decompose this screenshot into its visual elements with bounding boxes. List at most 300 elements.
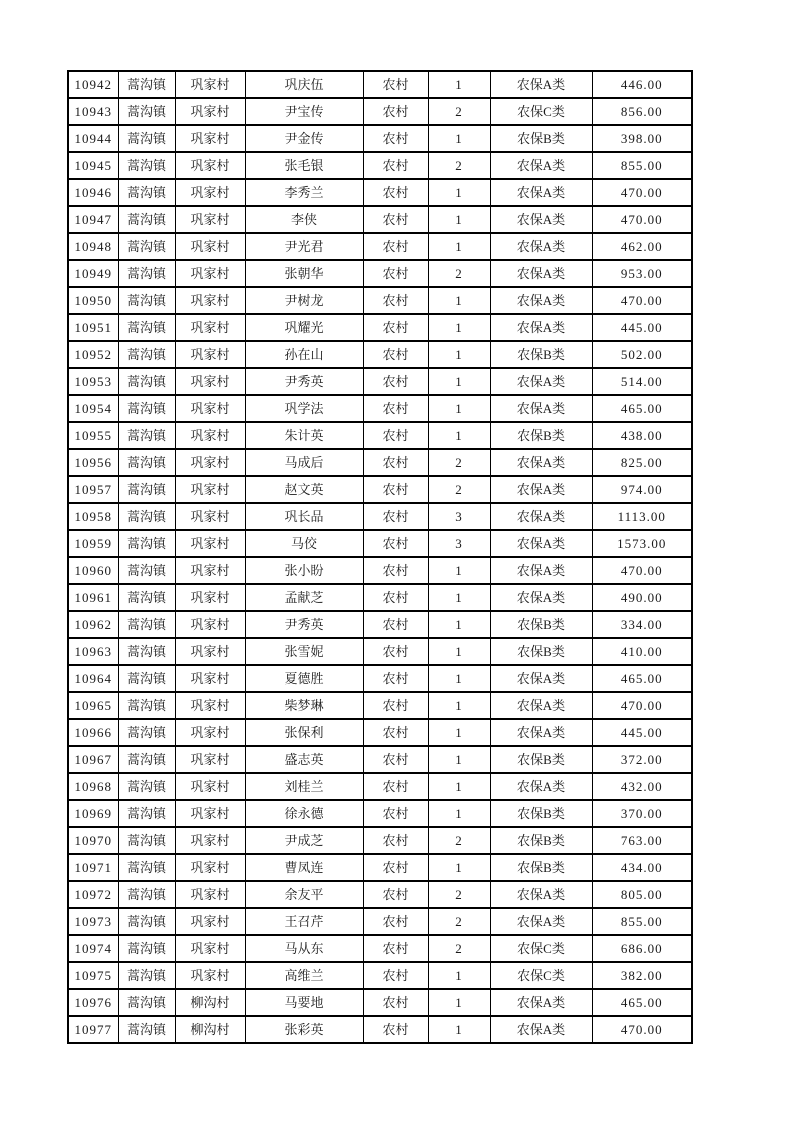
table-row bbox=[68, 908, 692, 935]
town-cell: 蒿沟镇 bbox=[118, 935, 175, 962]
person-name-cell: 尹秀英 bbox=[245, 368, 363, 395]
table-row bbox=[68, 314, 692, 341]
town-cell: 蒿沟镇 bbox=[118, 125, 175, 152]
insurance-category-cell: 农保A类 bbox=[490, 449, 592, 476]
insurance-category-cell: 农保B类 bbox=[490, 854, 592, 881]
town-cell: 蒿沟镇 bbox=[118, 530, 175, 557]
town-cell: 蒿沟镇 bbox=[118, 287, 175, 314]
amount-cell: 974.00 bbox=[592, 476, 692, 503]
amount-cell: 334.00 bbox=[592, 611, 692, 638]
town-cell: 蒿沟镇 bbox=[118, 719, 175, 746]
residence-type-cell: 农村 bbox=[363, 395, 428, 422]
row-id-cell: 10968 bbox=[68, 773, 118, 800]
amount-cell: 855.00 bbox=[592, 152, 692, 179]
amount-cell: 432.00 bbox=[592, 773, 692, 800]
person-name-cell: 高维兰 bbox=[245, 962, 363, 989]
person-name-cell: 尹树龙 bbox=[245, 287, 363, 314]
village-cell: 巩家村 bbox=[175, 206, 245, 233]
village-cell: 巩家村 bbox=[175, 773, 245, 800]
row-id-cell: 10963 bbox=[68, 638, 118, 665]
residence-type-cell: 农村 bbox=[363, 557, 428, 584]
person-count-cell: 1 bbox=[428, 125, 490, 152]
amount-cell: 470.00 bbox=[592, 692, 692, 719]
village-cell: 巩家村 bbox=[175, 665, 245, 692]
town-cell: 蒿沟镇 bbox=[118, 665, 175, 692]
insurance-category-cell: 农保A类 bbox=[490, 179, 592, 206]
person-count-cell: 1 bbox=[428, 368, 490, 395]
row-id-cell: 10976 bbox=[68, 989, 118, 1016]
village-cell: 巩家村 bbox=[175, 152, 245, 179]
amount-cell: 763.00 bbox=[592, 827, 692, 854]
residence-type-cell: 农村 bbox=[363, 503, 428, 530]
person-count-cell: 1 bbox=[428, 557, 490, 584]
insurance-category-cell: 农保A类 bbox=[490, 584, 592, 611]
town-cell: 蒿沟镇 bbox=[118, 179, 175, 206]
table-row bbox=[68, 989, 692, 1016]
row-id-cell: 10950 bbox=[68, 287, 118, 314]
amount-cell: 445.00 bbox=[592, 314, 692, 341]
table-body bbox=[68, 71, 692, 1043]
town-cell: 蒿沟镇 bbox=[118, 449, 175, 476]
residence-type-cell: 农村 bbox=[363, 638, 428, 665]
village-cell: 巩家村 bbox=[175, 827, 245, 854]
table-row bbox=[68, 854, 692, 881]
amount-cell: 445.00 bbox=[592, 719, 692, 746]
insurance-category-cell: 农保A类 bbox=[490, 908, 592, 935]
village-cell: 巩家村 bbox=[175, 287, 245, 314]
insurance-category-cell: 农保B类 bbox=[490, 341, 592, 368]
town-cell: 蒿沟镇 bbox=[118, 557, 175, 584]
person-name-cell: 尹光君 bbox=[245, 233, 363, 260]
insurance-records-table bbox=[67, 70, 693, 1044]
person-count-cell: 1 bbox=[428, 422, 490, 449]
insurance-category-cell: 农保A类 bbox=[490, 719, 592, 746]
row-id-cell: 10960 bbox=[68, 557, 118, 584]
residence-type-cell: 农村 bbox=[363, 368, 428, 395]
insurance-category-cell: 农保A类 bbox=[490, 530, 592, 557]
person-name-cell: 马佼 bbox=[245, 530, 363, 557]
residence-type-cell: 农村 bbox=[363, 854, 428, 881]
person-count-cell: 1 bbox=[428, 746, 490, 773]
town-cell: 蒿沟镇 bbox=[118, 611, 175, 638]
person-count-cell: 1 bbox=[428, 1016, 490, 1043]
row-id-cell: 10956 bbox=[68, 449, 118, 476]
row-id-cell: 10970 bbox=[68, 827, 118, 854]
person-count-cell: 1 bbox=[428, 962, 490, 989]
person-name-cell: 张朝华 bbox=[245, 260, 363, 287]
person-name-cell: 刘桂兰 bbox=[245, 773, 363, 800]
town-cell: 蒿沟镇 bbox=[118, 854, 175, 881]
insurance-category-cell: 农保A类 bbox=[490, 71, 592, 98]
village-cell: 巩家村 bbox=[175, 368, 245, 395]
village-cell: 柳沟村 bbox=[175, 989, 245, 1016]
person-count-cell: 2 bbox=[428, 449, 490, 476]
row-id-cell: 10969 bbox=[68, 800, 118, 827]
person-count-cell: 2 bbox=[428, 908, 490, 935]
row-id-cell: 10971 bbox=[68, 854, 118, 881]
person-count-cell: 1 bbox=[428, 314, 490, 341]
row-id-cell: 10967 bbox=[68, 746, 118, 773]
residence-type-cell: 农村 bbox=[363, 206, 428, 233]
person-count-cell: 3 bbox=[428, 503, 490, 530]
village-cell: 巩家村 bbox=[175, 962, 245, 989]
insurance-category-cell: 农保B类 bbox=[490, 827, 592, 854]
table-row bbox=[68, 449, 692, 476]
village-cell: 巩家村 bbox=[175, 314, 245, 341]
table-row bbox=[68, 503, 692, 530]
insurance-category-cell: 农保A类 bbox=[490, 665, 592, 692]
residence-type-cell: 农村 bbox=[363, 287, 428, 314]
amount-cell: 502.00 bbox=[592, 341, 692, 368]
person-count-cell: 2 bbox=[428, 935, 490, 962]
town-cell: 蒿沟镇 bbox=[118, 476, 175, 503]
person-name-cell: 马成后 bbox=[245, 449, 363, 476]
amount-cell: 465.00 bbox=[592, 395, 692, 422]
row-id-cell: 10952 bbox=[68, 341, 118, 368]
person-name-cell: 马要地 bbox=[245, 989, 363, 1016]
person-name-cell: 曹凤连 bbox=[245, 854, 363, 881]
table-row bbox=[68, 476, 692, 503]
amount-cell: 470.00 bbox=[592, 1016, 692, 1043]
table-row bbox=[68, 935, 692, 962]
town-cell: 蒿沟镇 bbox=[118, 962, 175, 989]
person-count-cell: 2 bbox=[428, 98, 490, 125]
town-cell: 蒿沟镇 bbox=[118, 746, 175, 773]
residence-type-cell: 农村 bbox=[363, 773, 428, 800]
insurance-category-cell: 农保B类 bbox=[490, 746, 592, 773]
insurance-category-cell: 农保A类 bbox=[490, 395, 592, 422]
row-id-cell: 10951 bbox=[68, 314, 118, 341]
village-cell: 巩家村 bbox=[175, 449, 245, 476]
person-name-cell: 张雪妮 bbox=[245, 638, 363, 665]
village-cell: 巩家村 bbox=[175, 395, 245, 422]
table-row bbox=[68, 584, 692, 611]
person-count-cell: 1 bbox=[428, 692, 490, 719]
person-name-cell: 尹金传 bbox=[245, 125, 363, 152]
amount-cell: 805.00 bbox=[592, 881, 692, 908]
village-cell: 巩家村 bbox=[175, 179, 245, 206]
table-row bbox=[68, 71, 692, 98]
person-count-cell: 1 bbox=[428, 341, 490, 368]
amount-cell: 410.00 bbox=[592, 638, 692, 665]
town-cell: 蒿沟镇 bbox=[118, 1016, 175, 1043]
residence-type-cell: 农村 bbox=[363, 71, 428, 98]
town-cell: 蒿沟镇 bbox=[118, 341, 175, 368]
person-count-cell: 1 bbox=[428, 287, 490, 314]
amount-cell: 434.00 bbox=[592, 854, 692, 881]
table-row bbox=[68, 557, 692, 584]
insurance-category-cell: 农保A类 bbox=[490, 1016, 592, 1043]
table-row bbox=[68, 773, 692, 800]
village-cell: 巩家村 bbox=[175, 125, 245, 152]
residence-type-cell: 农村 bbox=[363, 746, 428, 773]
town-cell: 蒿沟镇 bbox=[118, 503, 175, 530]
town-cell: 蒿沟镇 bbox=[118, 989, 175, 1016]
insurance-category-cell: 农保A类 bbox=[490, 692, 592, 719]
residence-type-cell: 农村 bbox=[363, 692, 428, 719]
person-count-cell: 1 bbox=[428, 638, 490, 665]
village-cell: 巩家村 bbox=[175, 692, 245, 719]
town-cell: 蒿沟镇 bbox=[118, 773, 175, 800]
village-cell: 巩家村 bbox=[175, 719, 245, 746]
village-cell: 巩家村 bbox=[175, 341, 245, 368]
town-cell: 蒿沟镇 bbox=[118, 908, 175, 935]
residence-type-cell: 农村 bbox=[363, 341, 428, 368]
amount-cell: 465.00 bbox=[592, 989, 692, 1016]
village-cell: 柳沟村 bbox=[175, 1016, 245, 1043]
residence-type-cell: 农村 bbox=[363, 908, 428, 935]
person-name-cell: 余友平 bbox=[245, 881, 363, 908]
person-count-cell: 1 bbox=[428, 719, 490, 746]
amount-cell: 462.00 bbox=[592, 233, 692, 260]
row-id-cell: 10964 bbox=[68, 665, 118, 692]
insurance-category-cell: 农保C类 bbox=[490, 962, 592, 989]
village-cell: 巩家村 bbox=[175, 557, 245, 584]
row-id-cell: 10947 bbox=[68, 206, 118, 233]
insurance-category-cell: 农保B类 bbox=[490, 611, 592, 638]
town-cell: 蒿沟镇 bbox=[118, 692, 175, 719]
residence-type-cell: 农村 bbox=[363, 881, 428, 908]
village-cell: 巩家村 bbox=[175, 503, 245, 530]
insurance-category-cell: 农保B类 bbox=[490, 638, 592, 665]
person-count-cell: 1 bbox=[428, 206, 490, 233]
amount-cell: 372.00 bbox=[592, 746, 692, 773]
person-count-cell: 1 bbox=[428, 800, 490, 827]
village-cell: 巩家村 bbox=[175, 260, 245, 287]
person-name-cell: 张小盼 bbox=[245, 557, 363, 584]
town-cell: 蒿沟镇 bbox=[118, 584, 175, 611]
person-count-cell: 1 bbox=[428, 989, 490, 1016]
amount-cell: 825.00 bbox=[592, 449, 692, 476]
residence-type-cell: 农村 bbox=[363, 449, 428, 476]
village-cell: 巩家村 bbox=[175, 422, 245, 449]
amount-cell: 446.00 bbox=[592, 71, 692, 98]
row-id-cell: 10959 bbox=[68, 530, 118, 557]
table-row bbox=[68, 152, 692, 179]
row-id-cell: 10955 bbox=[68, 422, 118, 449]
town-cell: 蒿沟镇 bbox=[118, 638, 175, 665]
insurance-category-cell: 农保C类 bbox=[490, 98, 592, 125]
town-cell: 蒿沟镇 bbox=[118, 206, 175, 233]
row-id-cell: 10954 bbox=[68, 395, 118, 422]
person-name-cell: 巩耀光 bbox=[245, 314, 363, 341]
insurance-category-cell: 农保A类 bbox=[490, 557, 592, 584]
table-row bbox=[68, 530, 692, 557]
residence-type-cell: 农村 bbox=[363, 179, 428, 206]
row-id-cell: 10944 bbox=[68, 125, 118, 152]
table-row bbox=[68, 125, 692, 152]
residence-type-cell: 农村 bbox=[363, 422, 428, 449]
amount-cell: 856.00 bbox=[592, 98, 692, 125]
table-row bbox=[68, 719, 692, 746]
table-row bbox=[68, 233, 692, 260]
table-row bbox=[68, 692, 692, 719]
insurance-category-cell: 农保A类 bbox=[490, 314, 592, 341]
insurance-category-cell: 农保B类 bbox=[490, 800, 592, 827]
person-count-cell: 1 bbox=[428, 611, 490, 638]
residence-type-cell: 农村 bbox=[363, 476, 428, 503]
village-cell: 巩家村 bbox=[175, 530, 245, 557]
person-name-cell: 盛志英 bbox=[245, 746, 363, 773]
person-name-cell: 夏德胜 bbox=[245, 665, 363, 692]
table-row bbox=[68, 800, 692, 827]
insurance-category-cell: 农保A类 bbox=[490, 476, 592, 503]
village-cell: 巩家村 bbox=[175, 476, 245, 503]
person-count-cell: 1 bbox=[428, 395, 490, 422]
person-name-cell: 孙在山 bbox=[245, 341, 363, 368]
person-name-cell: 尹成芝 bbox=[245, 827, 363, 854]
amount-cell: 1573.00 bbox=[592, 530, 692, 557]
town-cell: 蒿沟镇 bbox=[118, 395, 175, 422]
person-name-cell: 张彩英 bbox=[245, 1016, 363, 1043]
amount-cell: 470.00 bbox=[592, 557, 692, 584]
table-row bbox=[68, 611, 692, 638]
person-name-cell: 王召芹 bbox=[245, 908, 363, 935]
person-count-cell: 1 bbox=[428, 179, 490, 206]
table-row bbox=[68, 1016, 692, 1043]
town-cell: 蒿沟镇 bbox=[118, 260, 175, 287]
village-cell: 巩家村 bbox=[175, 881, 245, 908]
row-id-cell: 10961 bbox=[68, 584, 118, 611]
residence-type-cell: 农村 bbox=[363, 935, 428, 962]
person-name-cell: 尹秀英 bbox=[245, 611, 363, 638]
row-id-cell: 10943 bbox=[68, 98, 118, 125]
person-name-cell: 孟献芝 bbox=[245, 584, 363, 611]
table-row bbox=[68, 827, 692, 854]
person-name-cell: 张毛银 bbox=[245, 152, 363, 179]
amount-cell: 398.00 bbox=[592, 125, 692, 152]
town-cell: 蒿沟镇 bbox=[118, 233, 175, 260]
insurance-category-cell: 农保B类 bbox=[490, 422, 592, 449]
row-id-cell: 10948 bbox=[68, 233, 118, 260]
village-cell: 巩家村 bbox=[175, 611, 245, 638]
amount-cell: 686.00 bbox=[592, 935, 692, 962]
person-name-cell: 朱计英 bbox=[245, 422, 363, 449]
table-row bbox=[68, 260, 692, 287]
person-name-cell: 巩长品 bbox=[245, 503, 363, 530]
row-id-cell: 10973 bbox=[68, 908, 118, 935]
town-cell: 蒿沟镇 bbox=[118, 71, 175, 98]
table-row bbox=[68, 287, 692, 314]
town-cell: 蒿沟镇 bbox=[118, 98, 175, 125]
residence-type-cell: 农村 bbox=[363, 962, 428, 989]
insurance-category-cell: 农保A类 bbox=[490, 233, 592, 260]
person-count-cell: 2 bbox=[428, 476, 490, 503]
amount-cell: 953.00 bbox=[592, 260, 692, 287]
residence-type-cell: 农村 bbox=[363, 1016, 428, 1043]
residence-type-cell: 农村 bbox=[363, 719, 428, 746]
residence-type-cell: 农村 bbox=[363, 611, 428, 638]
table-row bbox=[68, 746, 692, 773]
person-count-cell: 1 bbox=[428, 773, 490, 800]
town-cell: 蒿沟镇 bbox=[118, 881, 175, 908]
village-cell: 巩家村 bbox=[175, 98, 245, 125]
residence-type-cell: 农村 bbox=[363, 584, 428, 611]
person-name-cell: 李秀兰 bbox=[245, 179, 363, 206]
village-cell: 巩家村 bbox=[175, 71, 245, 98]
table-row bbox=[68, 368, 692, 395]
person-count-cell: 2 bbox=[428, 260, 490, 287]
village-cell: 巩家村 bbox=[175, 746, 245, 773]
amount-cell: 490.00 bbox=[592, 584, 692, 611]
amount-cell: 438.00 bbox=[592, 422, 692, 449]
town-cell: 蒿沟镇 bbox=[118, 368, 175, 395]
person-name-cell: 尹宝传 bbox=[245, 98, 363, 125]
row-id-cell: 10958 bbox=[68, 503, 118, 530]
table-row bbox=[68, 206, 692, 233]
town-cell: 蒿沟镇 bbox=[118, 422, 175, 449]
row-id-cell: 10977 bbox=[68, 1016, 118, 1043]
residence-type-cell: 农村 bbox=[363, 800, 428, 827]
person-count-cell: 1 bbox=[428, 665, 490, 692]
residence-type-cell: 农村 bbox=[363, 98, 428, 125]
row-id-cell: 10965 bbox=[68, 692, 118, 719]
residence-type-cell: 农村 bbox=[363, 989, 428, 1016]
residence-type-cell: 农村 bbox=[363, 530, 428, 557]
residence-type-cell: 农村 bbox=[363, 314, 428, 341]
row-id-cell: 10949 bbox=[68, 260, 118, 287]
insurance-category-cell: 农保A类 bbox=[490, 773, 592, 800]
person-count-cell: 1 bbox=[428, 71, 490, 98]
row-id-cell: 10966 bbox=[68, 719, 118, 746]
person-name-cell: 徐永德 bbox=[245, 800, 363, 827]
amount-cell: 470.00 bbox=[592, 287, 692, 314]
person-name-cell: 马从东 bbox=[245, 935, 363, 962]
row-id-cell: 10975 bbox=[68, 962, 118, 989]
person-count-cell: 2 bbox=[428, 152, 490, 179]
table-row bbox=[68, 422, 692, 449]
amount-cell: 470.00 bbox=[592, 206, 692, 233]
amount-cell: 514.00 bbox=[592, 368, 692, 395]
insurance-category-cell: 农保C类 bbox=[490, 935, 592, 962]
village-cell: 巩家村 bbox=[175, 800, 245, 827]
insurance-category-cell: 农保B类 bbox=[490, 125, 592, 152]
town-cell: 蒿沟镇 bbox=[118, 827, 175, 854]
person-name-cell: 柴梦琳 bbox=[245, 692, 363, 719]
town-cell: 蒿沟镇 bbox=[118, 800, 175, 827]
town-cell: 蒿沟镇 bbox=[118, 314, 175, 341]
amount-cell: 465.00 bbox=[592, 665, 692, 692]
table-row bbox=[68, 962, 692, 989]
person-name-cell: 巩庆伍 bbox=[245, 71, 363, 98]
amount-cell: 382.00 bbox=[592, 962, 692, 989]
row-id-cell: 10953 bbox=[68, 368, 118, 395]
table-row bbox=[68, 341, 692, 368]
person-count-cell: 2 bbox=[428, 881, 490, 908]
village-cell: 巩家村 bbox=[175, 908, 245, 935]
insurance-category-cell: 农保A类 bbox=[490, 503, 592, 530]
village-cell: 巩家村 bbox=[175, 584, 245, 611]
town-cell: 蒿沟镇 bbox=[118, 152, 175, 179]
insurance-category-cell: 农保A类 bbox=[490, 260, 592, 287]
residence-type-cell: 农村 bbox=[363, 827, 428, 854]
person-count-cell: 1 bbox=[428, 233, 490, 260]
amount-cell: 855.00 bbox=[592, 908, 692, 935]
amount-cell: 1113.00 bbox=[592, 503, 692, 530]
row-id-cell: 10972 bbox=[68, 881, 118, 908]
row-id-cell: 10962 bbox=[68, 611, 118, 638]
row-id-cell: 10957 bbox=[68, 476, 118, 503]
table-row bbox=[68, 395, 692, 422]
residence-type-cell: 农村 bbox=[363, 152, 428, 179]
person-count-cell: 2 bbox=[428, 827, 490, 854]
table-row bbox=[68, 179, 692, 206]
row-id-cell: 10945 bbox=[68, 152, 118, 179]
table-row bbox=[68, 665, 692, 692]
person-name-cell: 李侠 bbox=[245, 206, 363, 233]
residence-type-cell: 农村 bbox=[363, 665, 428, 692]
amount-cell: 470.00 bbox=[592, 179, 692, 206]
